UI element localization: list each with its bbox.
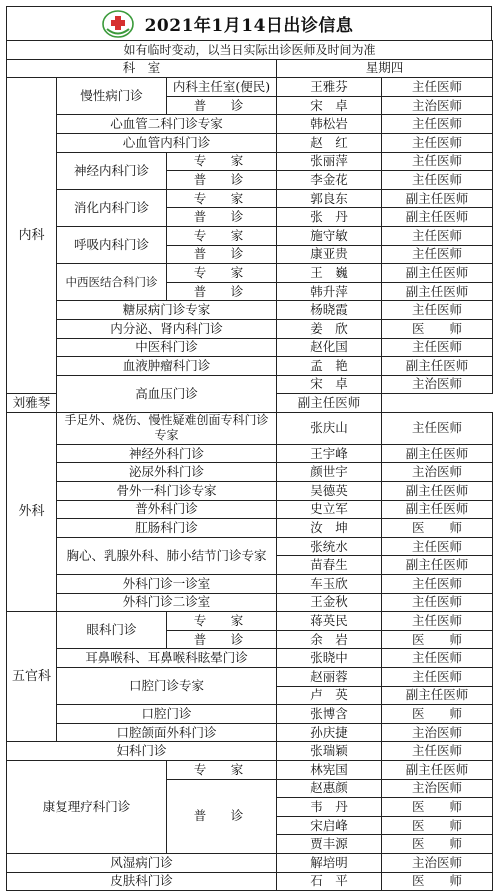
doctor-title: 医 师 — [382, 319, 493, 338]
doctor-title: 主任医师 — [382, 245, 493, 264]
doctor-title: 主任医师 — [382, 152, 493, 171]
doctor-name: 李金花 — [277, 171, 382, 190]
doctor-title: 副主任医师 — [382, 556, 493, 575]
clinic-diabetes: 糖尿病门诊专家 — [57, 301, 277, 320]
doctor-name: 王雅芬 — [277, 78, 382, 97]
doctor-name: 张 丹 — [277, 208, 382, 227]
clinic-subtype: 普 诊 — [167, 96, 277, 115]
clinic-earnose: 耳鼻喉科、耳鼻喉科眩晕门诊 — [57, 649, 277, 668]
clinic-derm: 皮肤科门诊 — [7, 872, 277, 891]
doctor-title: 主任医师 — [382, 301, 493, 320]
doctor-title: 副主任医师 — [382, 208, 493, 227]
clinic-oral: 口腔颌面外科门诊 — [57, 723, 277, 742]
dept-ent: 五官科 — [7, 612, 57, 742]
doctor-title: 主任医师 — [382, 537, 493, 556]
dept-surgery: 外科 — [7, 412, 57, 611]
doctor-title: 副主任医师 — [382, 760, 493, 779]
doctor-name: 卢 英 — [277, 686, 382, 705]
doctor-title: 主任医师 — [382, 412, 493, 444]
clinic-rheum: 风湿病门诊 — [7, 853, 277, 872]
doctor-title: 副主任医师 — [382, 686, 493, 705]
doctor-title: 副主任医师 — [382, 264, 493, 283]
doctor-name: 吴德英 — [277, 482, 382, 501]
doctor-title: 主任医师 — [382, 742, 493, 761]
doctor-name: 汝 坤 — [277, 519, 382, 538]
doctor-title: 副主任医师 — [382, 282, 493, 301]
clinic-neuro: 神经内科门诊 — [57, 152, 167, 189]
doctor-title: 主任医师 — [382, 133, 493, 152]
clinic-subtype: 专 家 — [167, 226, 277, 245]
doctor-name: 韩升萍 — [277, 282, 382, 301]
column-header-day: 星期四 — [277, 59, 493, 78]
clinic-subtype: 普 诊 — [167, 208, 277, 227]
doctor-title: 医 师 — [382, 630, 493, 649]
doctor-title: 主任医师 — [382, 115, 493, 134]
clinic-cardio: 心血管内科门诊 — [57, 133, 277, 152]
clinic-endo: 内分泌、肾内科门诊 — [57, 319, 277, 338]
clinic-hyper: 高血压门诊 — [57, 375, 277, 412]
doctor-title: 医 师 — [382, 798, 493, 817]
doctor-title: 主任医师 — [382, 226, 493, 245]
clinic-subtype: 专 家 — [167, 264, 277, 283]
doctor-name: 孟 艳 — [277, 357, 382, 376]
clinic-chronic: 慢性病门诊 — [57, 78, 167, 115]
clinic-blood: 血液肿瘤科门诊 — [57, 357, 277, 376]
doctor-title: 主治医师 — [382, 779, 493, 798]
clinic-subtype: 专 家 — [167, 760, 277, 779]
doctor-title: 主任医师 — [382, 78, 493, 97]
doctor-name: 王 巍 — [277, 264, 382, 283]
doctor-title: 医 师 — [382, 705, 493, 724]
doctor-title: 医 师 — [382, 835, 493, 854]
doctor-name: 施守敏 — [277, 226, 382, 245]
clinic-subtype: 专 家 — [167, 612, 277, 631]
doctor-name: 石 平 — [277, 872, 382, 891]
doctor-name: 张丽萍 — [277, 152, 382, 171]
doctor-title: 主治医师 — [382, 96, 493, 115]
clinic-gyn: 妇科门诊 — [7, 742, 277, 761]
doctor-title: 主任医师 — [382, 649, 493, 668]
clinic-anal: 肛肠科门诊 — [57, 519, 277, 538]
doctor-name: 韦 丹 — [277, 798, 382, 817]
header — [6, 6, 492, 40]
dept-internal: 内科 — [7, 78, 57, 394]
clinic-subtype: 专 家 — [167, 189, 277, 208]
clinic-subtype: 普 诊 — [167, 630, 277, 649]
clinic-neurosurg: 神经外科门诊 — [57, 444, 277, 463]
clinic-stom: 口腔门诊 — [57, 705, 277, 724]
doctor-name: 刘雅琴 — [7, 394, 57, 413]
clinic-gensurg: 普外科门诊 — [57, 500, 277, 519]
doctor-name: 张博含 — [277, 705, 382, 724]
doctor-name: 张庆山 — [277, 412, 382, 444]
doctor-title: 副主任医师 — [277, 394, 382, 413]
clinic-uro: 泌尿外科门诊 — [57, 463, 277, 482]
doctor-title: 主任医师 — [382, 575, 493, 594]
clinic-ortho: 骨外一科门诊专家 — [57, 482, 277, 501]
doctor-title: 主治医师 — [382, 853, 493, 872]
doctor-title: 副主任医师 — [382, 500, 493, 519]
doctor-name: 史立军 — [277, 500, 382, 519]
clinic-surg1: 外科门诊一诊室 — [57, 575, 277, 594]
doctor-title: 副主任医师 — [382, 482, 493, 501]
doctor-name: 苗春生 — [277, 556, 382, 575]
clinic-tcmwest: 中西医结合科门诊 — [57, 264, 167, 301]
doctor-name: 孙庆捷 — [277, 723, 382, 742]
doctor-name: 赵 红 — [277, 133, 382, 152]
doctor-name: 康亚贵 — [277, 245, 382, 264]
doctor-title: 主治医师 — [382, 463, 493, 482]
doctor-name: 韩松岩 — [277, 115, 382, 134]
clinic-tcm: 中医科门诊 — [57, 338, 277, 357]
doctor-title: 主任医师 — [382, 171, 493, 190]
notice: 如有临时变动，以当日实际出诊医师及时间为准 — [7, 41, 493, 60]
column-header-section: 科 室 — [7, 59, 277, 78]
doctor-name: 车玉欣 — [277, 575, 382, 594]
doctor-name: 林宪国 — [277, 760, 382, 779]
clinic-subtype: 内科主任室(便民) — [167, 78, 277, 97]
clinic-stom-expert: 口腔门诊专家 — [57, 668, 277, 705]
doctor-name: 赵化国 — [277, 338, 382, 357]
doctor-name: 张晓中 — [277, 649, 382, 668]
clinic-rehab: 康复理疗科门诊 — [7, 760, 167, 853]
doctor-title: 主任医师 — [382, 593, 493, 612]
clinic-digest: 消化内科门诊 — [57, 189, 167, 226]
clinic-subtype: 专 家 — [167, 152, 277, 171]
doctor-title: 主治医师 — [382, 723, 493, 742]
clinic-resp: 呼吸内科门诊 — [57, 226, 167, 263]
page-title: 2021年1月14日出诊信息 — [144, 16, 354, 36]
doctor-name: 颜世宇 — [277, 463, 382, 482]
clinic-subtype: 普 诊 — [167, 245, 277, 264]
schedule-table — [6, 40, 493, 891]
doctor-name: 姜 欣 — [277, 319, 382, 338]
clinic-thorax: 胸心、乳腺外科、肺小结节门诊专家 — [57, 537, 277, 574]
doctor-title: 医 师 — [382, 872, 493, 891]
doctor-title: 主任医师 — [382, 668, 493, 687]
doctor-title: 副主任医师 — [382, 357, 493, 376]
doctor-name: 郭良东 — [277, 189, 382, 208]
clinic-subtype: 普 诊 — [167, 171, 277, 190]
doctor-name: 王金秋 — [277, 593, 382, 612]
doctor-name: 张统水 — [277, 537, 382, 556]
doctor-title: 主任医师 — [382, 338, 493, 357]
doctor-name: 宋 卓 — [277, 375, 382, 394]
doctor-name: 赵丽蓉 — [277, 668, 382, 687]
doctor-title: 医 师 — [382, 816, 493, 835]
doctor-name: 张瑞颖 — [277, 742, 382, 761]
doctor-name: 余 岩 — [277, 630, 382, 649]
clinic-eye: 眼科门诊 — [57, 612, 167, 649]
doctor-name: 杨晓霞 — [277, 301, 382, 320]
clinic-cardio2: 心血管二科门诊专家 — [57, 115, 277, 134]
clinic-wound: 手足外、烧伤、慢性疑难创面专科门诊专家 — [57, 412, 277, 444]
doctor-name: 解培明 — [277, 853, 382, 872]
doctor-name: 贾丰源 — [277, 835, 382, 854]
doctor-title: 副主任医师 — [382, 189, 493, 208]
doctor-title: 主治医师 — [382, 375, 493, 394]
doctor-name: 王宇峰 — [277, 444, 382, 463]
doctor-name: 宋启峰 — [277, 816, 382, 835]
doctor-title: 主任医师 — [382, 612, 493, 631]
doctor-name: 蒋英民 — [277, 612, 382, 631]
doctor-name: 赵惠颜 — [277, 779, 382, 798]
doctor-title: 医 师 — [382, 519, 493, 538]
doctor-title: 副主任医师 — [382, 444, 493, 463]
doctor-name: 宋 卓 — [277, 96, 382, 115]
clinic-subtype: 普 诊 — [167, 282, 277, 301]
clinic-surg2: 外科门诊二诊室 — [57, 593, 277, 612]
clinic-subtype: 普 诊 — [167, 779, 277, 853]
